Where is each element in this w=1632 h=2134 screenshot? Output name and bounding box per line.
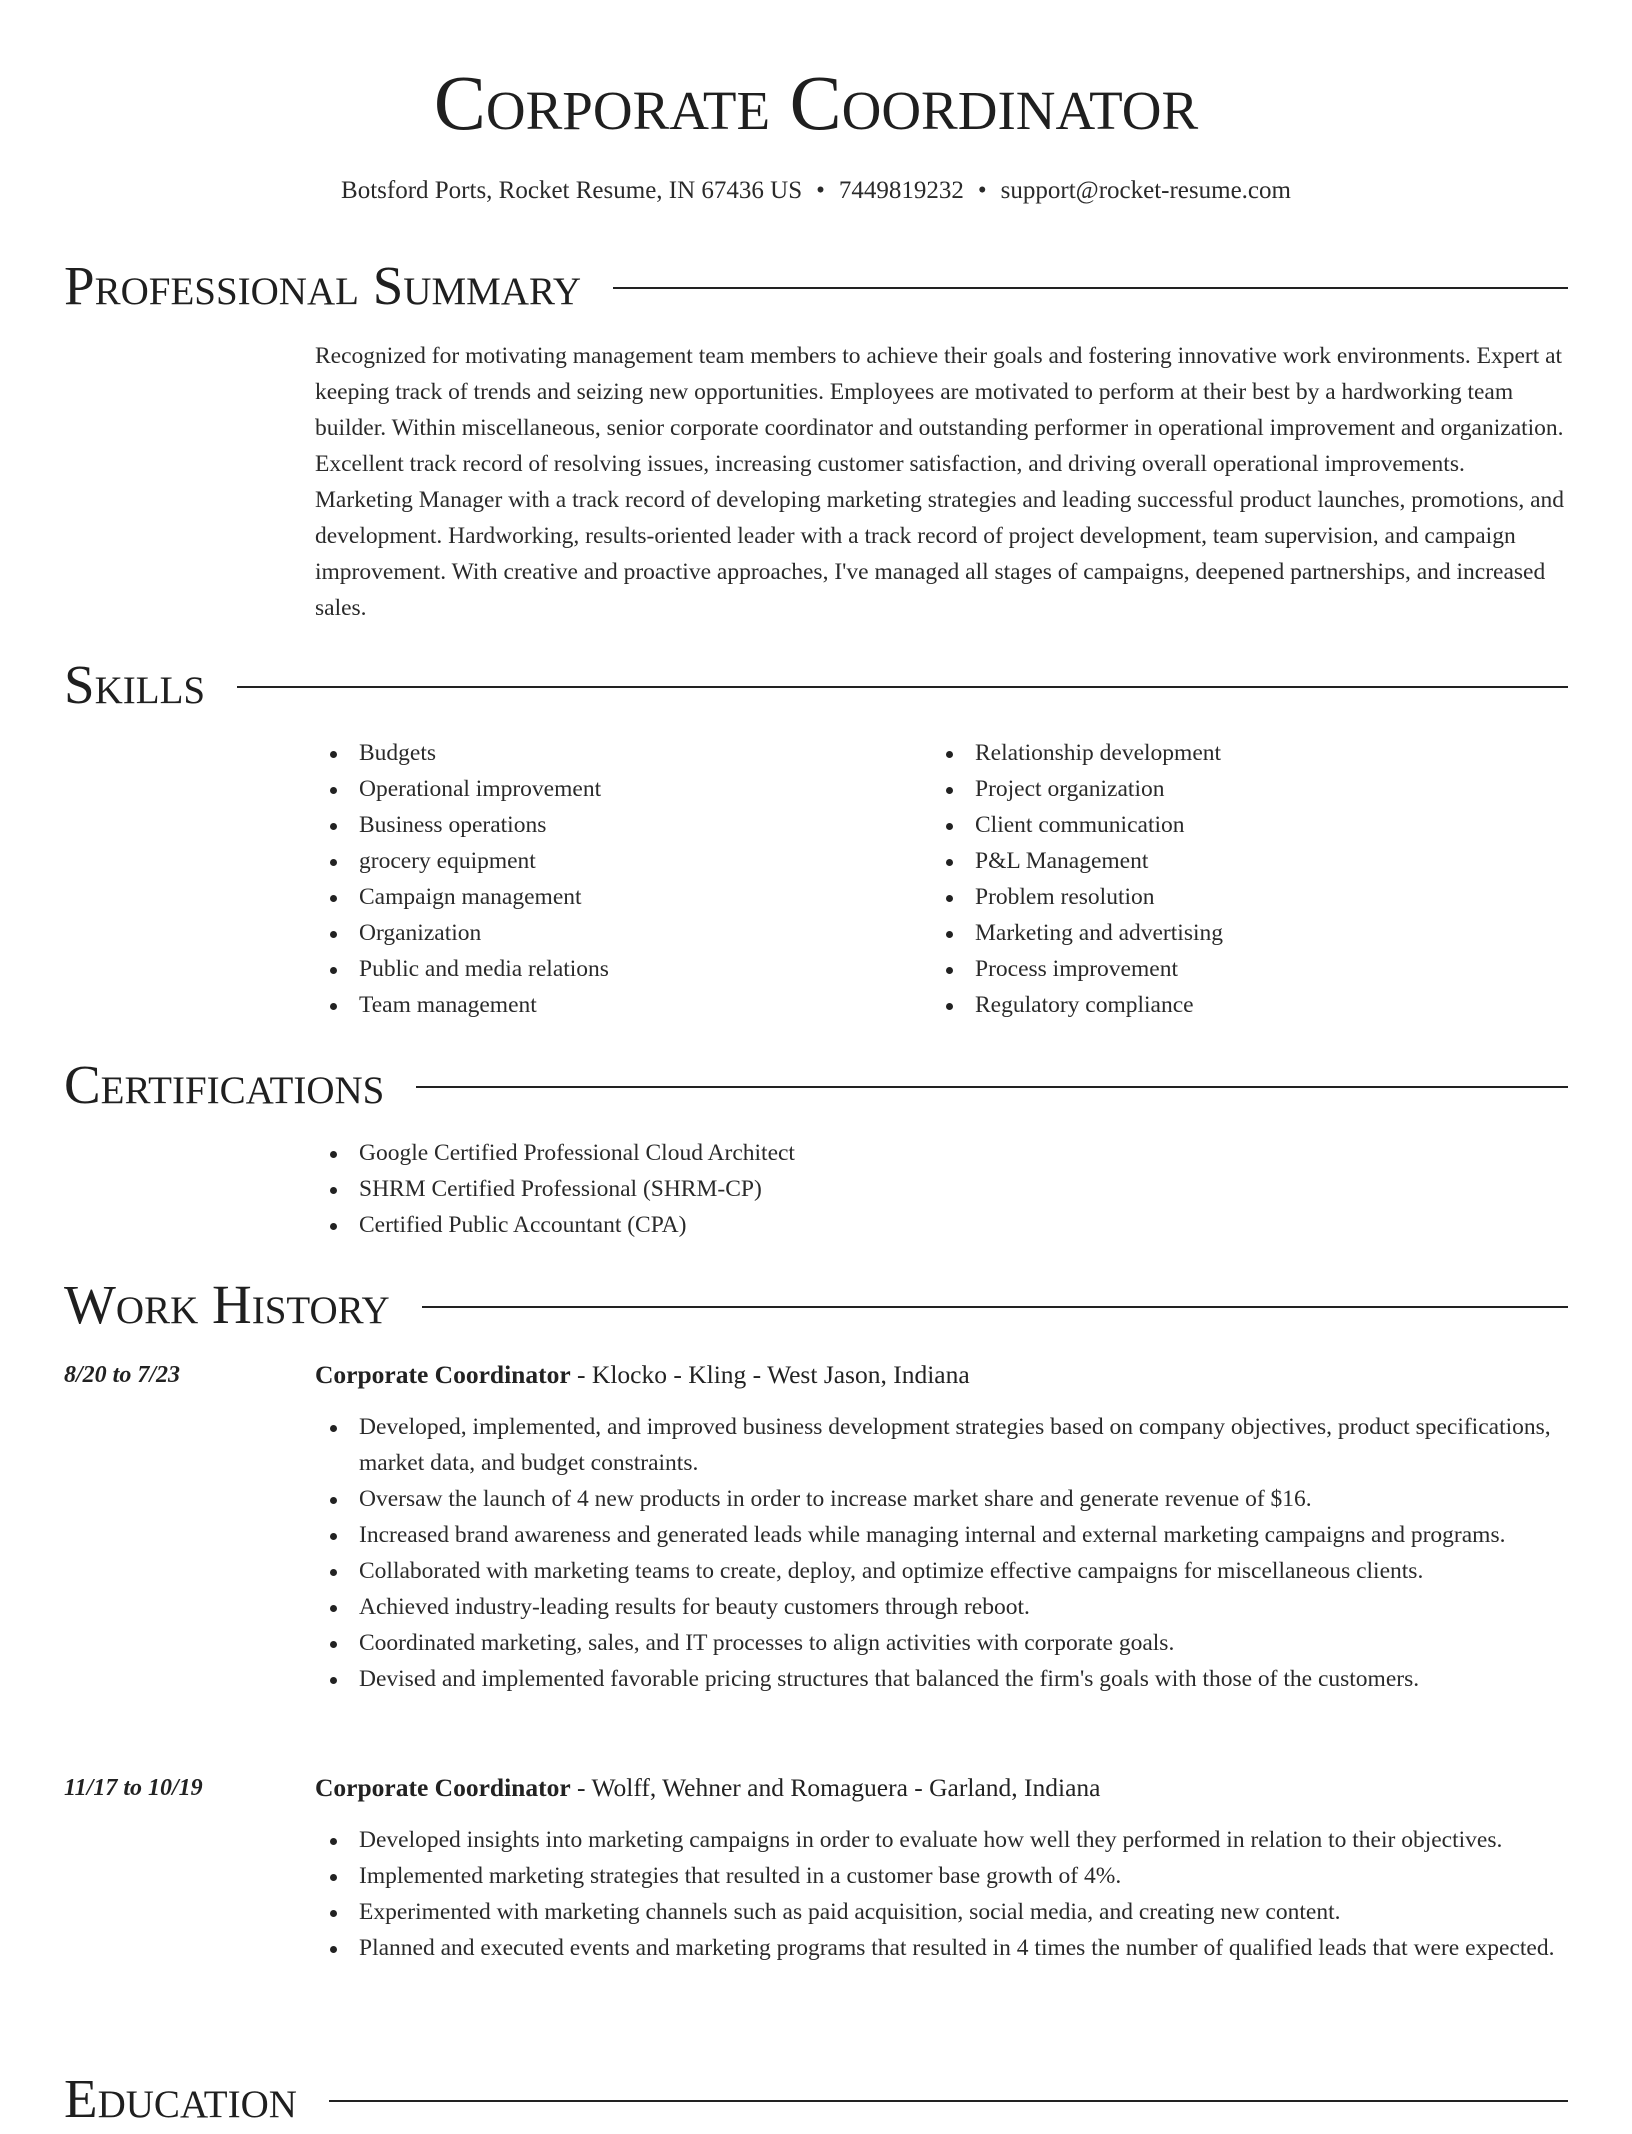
skill-item: Project organization [931,771,1561,807]
job-bullet-list [315,1822,1565,1966]
section-skills-header [64,650,1568,720]
job-employer: - Klocko - Kling - West Jason, Indiana [570,1360,970,1389]
job-bullet: Oversaw the launch of 4 new products in order to increase market share and generate revenue of $16. [315,1481,1565,1517]
job-bullet: Devised and implemented favorable pricing structures that balanced the firm's goals with those of the customers. [315,1661,1565,1697]
skill-item: Public and media relations [315,951,915,987]
skill-item: grocery equipment [315,843,915,879]
job-bullet: Planned and executed events and marketing programs that resulted in 4 times the number of qualified leads that were expected. [315,1930,1565,1966]
skills-list-right [931,735,1561,1023]
skill-item: Business operations [315,807,915,843]
skill-item: Process improvement [931,951,1561,987]
section-summary-header [64,251,1568,321]
job-bullet: Increased brand awareness and generated leads while managing internal and external marketing campaigns and programs. [315,1517,1565,1553]
section-certifications-header [64,1050,1568,1120]
section-title: Professional Summary [64,255,582,316]
section-title: Skills [64,654,206,715]
certification-item: Google Certified Professional Cloud Architect [315,1135,1565,1171]
section-divider [237,686,1568,688]
job-bullet: Collaborated with marketing teams to create, deploy, and optimize effective campaigns for miscellaneous clients. [315,1553,1565,1589]
skill-item: Client communication [931,807,1561,843]
section-divider [329,2100,1568,2102]
job-employer: - Wolff, Wehner and Romaguera - Garland, Indiana [570,1773,1101,1802]
job-bullet: Achieved industry-leading results for beauty customers through reboot. [315,1589,1565,1625]
summary-text: Recognized for motivating management team members to achieve their goals and fostering innovative work environments. Expert at keeping track of trends and seizing new opportunities. Employees are motivated to perform at their best by a hardworking team builder. Within miscellaneous, senior corporate coordinator and outstanding performer in operational improvement and organization. Excellent track record of resolving issues, increasing customer satisfaction, and driving overall operational improvements. Marketing Manager with a track record of developing marketing strategies and leading successful product launches, promotions, and development. Hardworking, results-oriented leader with a track record of project development, team supervision, and campaign improvement. With creative and proactive approaches, I've managed all stages of campaigns, deepened partnerships, and increased sales. [315,343,1565,621]
skill-item: Relationship development [931,735,1561,771]
skill-item: Team management [315,987,915,1023]
job-heading [315,1357,1565,1393]
certifications-list [315,1135,1565,1243]
contact-address: Botsford Ports, Rocket Resume, IN 67436 US [341,177,803,204]
skill-item: Campaign management [315,879,915,915]
contact-phone: 7449819232 [838,177,964,204]
skill-item: Operational improvement [315,771,915,807]
section-divider [416,1086,1568,1088]
skill-item: Budgets [315,735,915,771]
section-work-header [64,1270,1568,1340]
job-dates: 8/20 to 7/23 [64,1362,181,1388]
job-bullet: Developed insights into marketing campaigns in order to evaluate how well they performed in relation to their objectives. [315,1822,1565,1858]
section-title: Education [64,2068,297,2129]
section-divider [422,1306,1568,1308]
skill-item: Marketing and advertising [931,915,1561,951]
job-bullet-list [315,1409,1565,1697]
skill-item: Problem resolution [931,879,1561,915]
skill-item: Regulatory compliance [931,987,1561,1023]
skills-list-left [315,735,915,1023]
job-bullet: Implemented marketing strategies that resulted in a customer base growth of 4%. [315,1858,1565,1894]
job-heading [315,1770,1565,1806]
job-dates: 11/17 to 10/19 [64,1775,203,1801]
section-divider [613,287,1568,289]
resume-name: Corporate Coordinator [433,59,1199,146]
contact-line [0,174,1632,208]
skill-item: P&L Management [931,843,1561,879]
section-title: Work History [64,1274,390,1335]
section-education-header [64,2064,1568,2134]
job-bullet: Developed, implemented, and improved business development strategies based on company objectives, product specifications, market data, and budget constraints. [315,1409,1565,1481]
contact-separator: • [816,177,825,204]
job-title: Corporate Coordinator [315,1360,571,1389]
job-bullet: Coordinated marketing, sales, and IT processes to align activities with corporate goals. [315,1625,1565,1661]
skill-item: Organization [315,915,915,951]
contact-separator: • [977,177,987,204]
job-title: Corporate Coordinator [315,1773,571,1802]
section-title: Certifications [64,1054,385,1115]
job-bullet: Experimented with marketing channels such as paid acquisition, social media, and creating new content. [315,1894,1565,1930]
certification-item: SHRM Certified Professional (SHRM-CP) [315,1171,1565,1207]
contact-email[interactable]: support@rocket-resume.com [1000,177,1291,204]
certification-item: Certified Public Accountant (CPA) [315,1207,1565,1243]
